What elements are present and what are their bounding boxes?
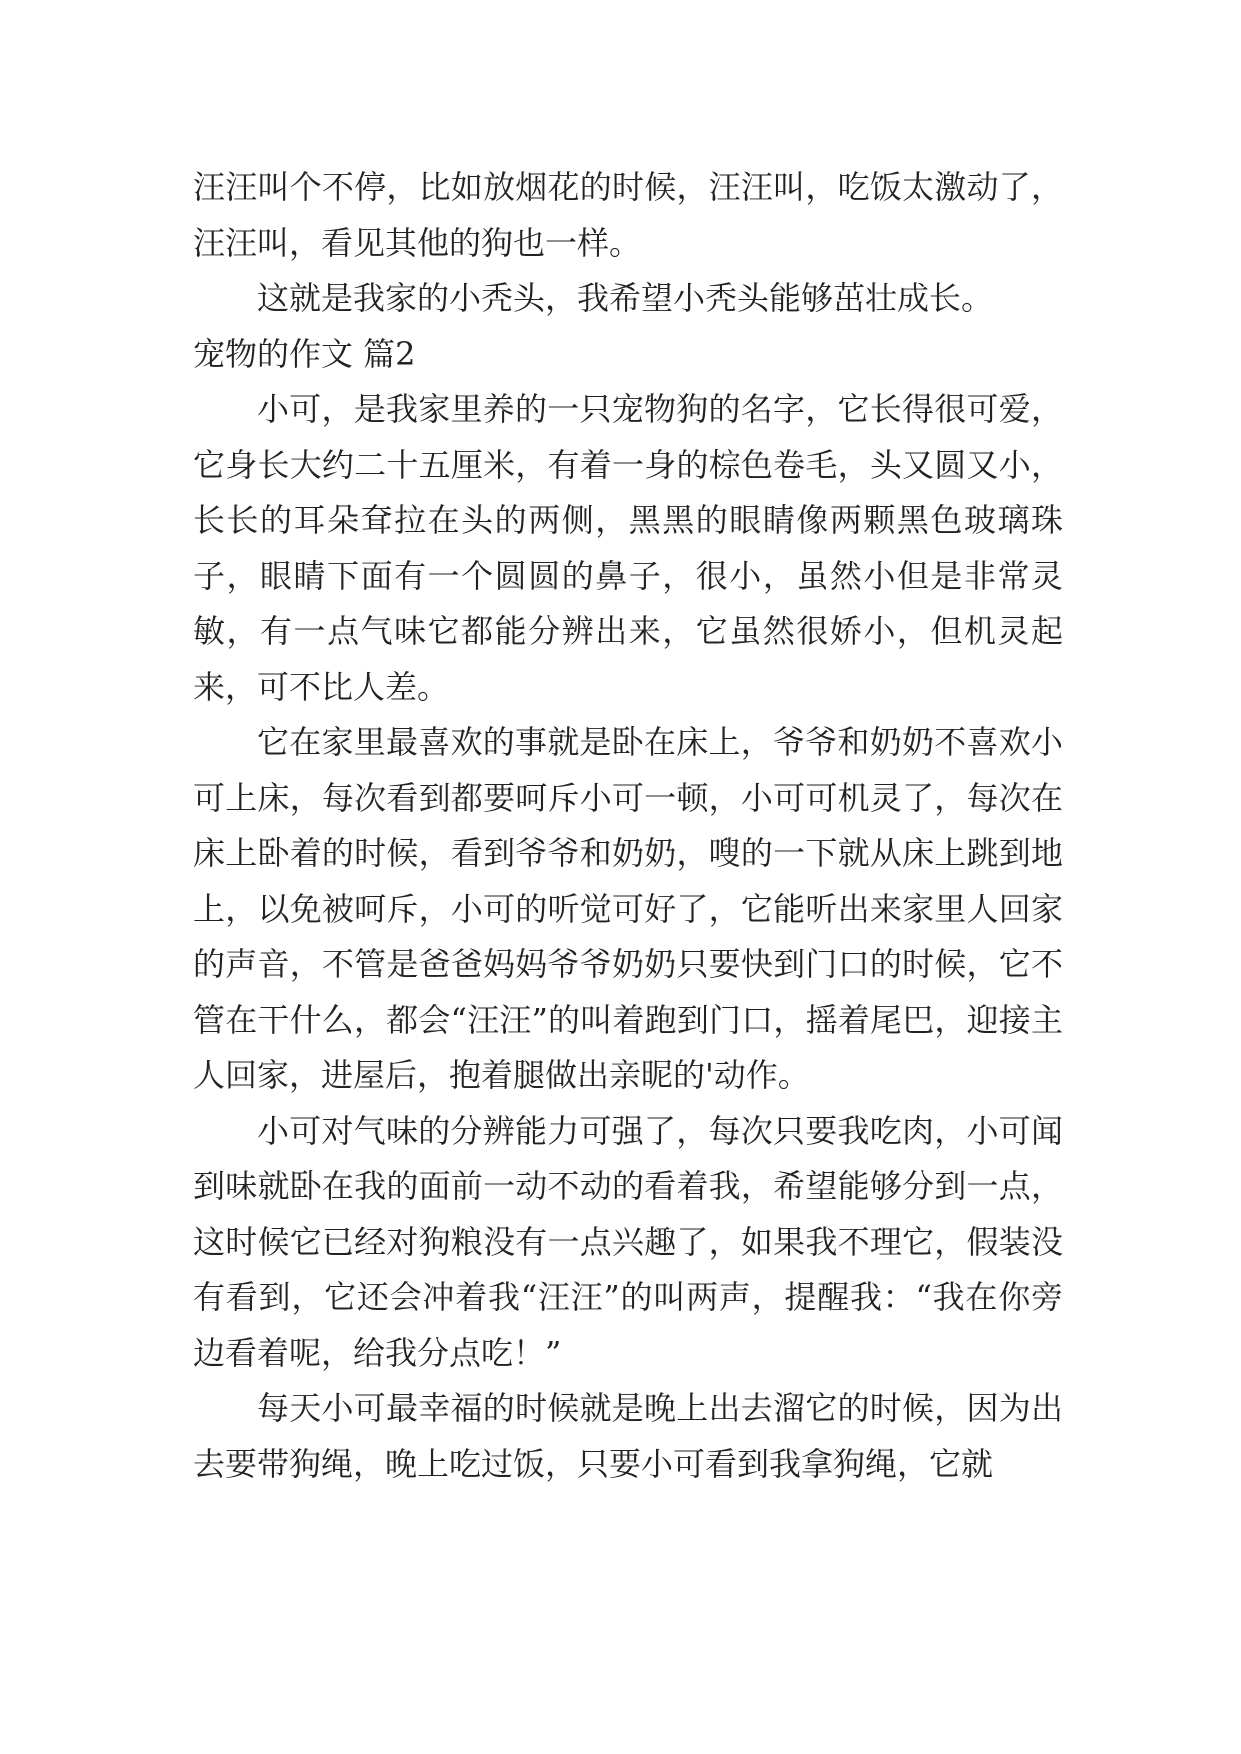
paragraph: 每天小可最幸福的时候就是晚上出去溜它的时候，因为出去要带狗绳，晚上吃过饭，只要小可看到我拿狗绳，它就 <box>193 1389 1063 1483</box>
paragraph-continued: 汪汪叫个不停，比如放烟花的时候，汪汪叫，吃饭太激动了，汪汪叫，看见其他的狗也一样。 <box>193 168 1063 262</box>
paragraph: 小可对气味的分辨能力可强了，每次只要我吃肉，小可闻到味就卧在我的面前一动不动的看着我，希望能够分到一点，这时候它已经对狗粮没有一点兴趣了，如果我不理它，假装没有看到，它还会冲着我“汪汪”的叫两声，提醒我：“我在你旁边看着呢，给我分点吃！” <box>193 1111 1063 1372</box>
section-heading: 宠物的作文 篇2 <box>193 334 416 373</box>
paragraph: 这就是我家的小秃头，我希望小秃头能够茁壮成长。 <box>257 279 994 317</box>
document-body <box>193 160 1063 1492</box>
paragraph: 它在家里最喜欢的事就是卧在床上，爷爷和奶奶不喜欢小可上床，每次看到都要呵斥小可一顿，小可可机灵了，每次在床上卧着的时候，看到爷爷和奶奶，嗖的一下就从床上跳到地上，以免被呵斥，小可的听觉可好了，它能听出来家里人回家的声音，不管是爸爸妈妈爷爷奶奶只要快到门口的时候，它不管在干什么，都会“汪汪”的叫着跑到门口，摇着尾巴，迎接主人回家，进屋后，抱着腿做出亲昵的'动作。 <box>193 723 1063 1094</box>
paragraph: 小可，是我家里养的一只宠物狗的名字，它长得很可爱，它身长大约二十五厘米，有着一身的棕色卷毛，头又圆又小，长长的耳朵耷拉在头的两侧，黑黑的眼睛像两颗黑色玻璃珠子，眼睛下面有一个圆圆的鼻子，很小，虽然小但是非常灵敏，有一点气味它都能分辨出来，它虽然很娇小，但机灵起来，可不比人差。 <box>193 390 1063 706</box>
